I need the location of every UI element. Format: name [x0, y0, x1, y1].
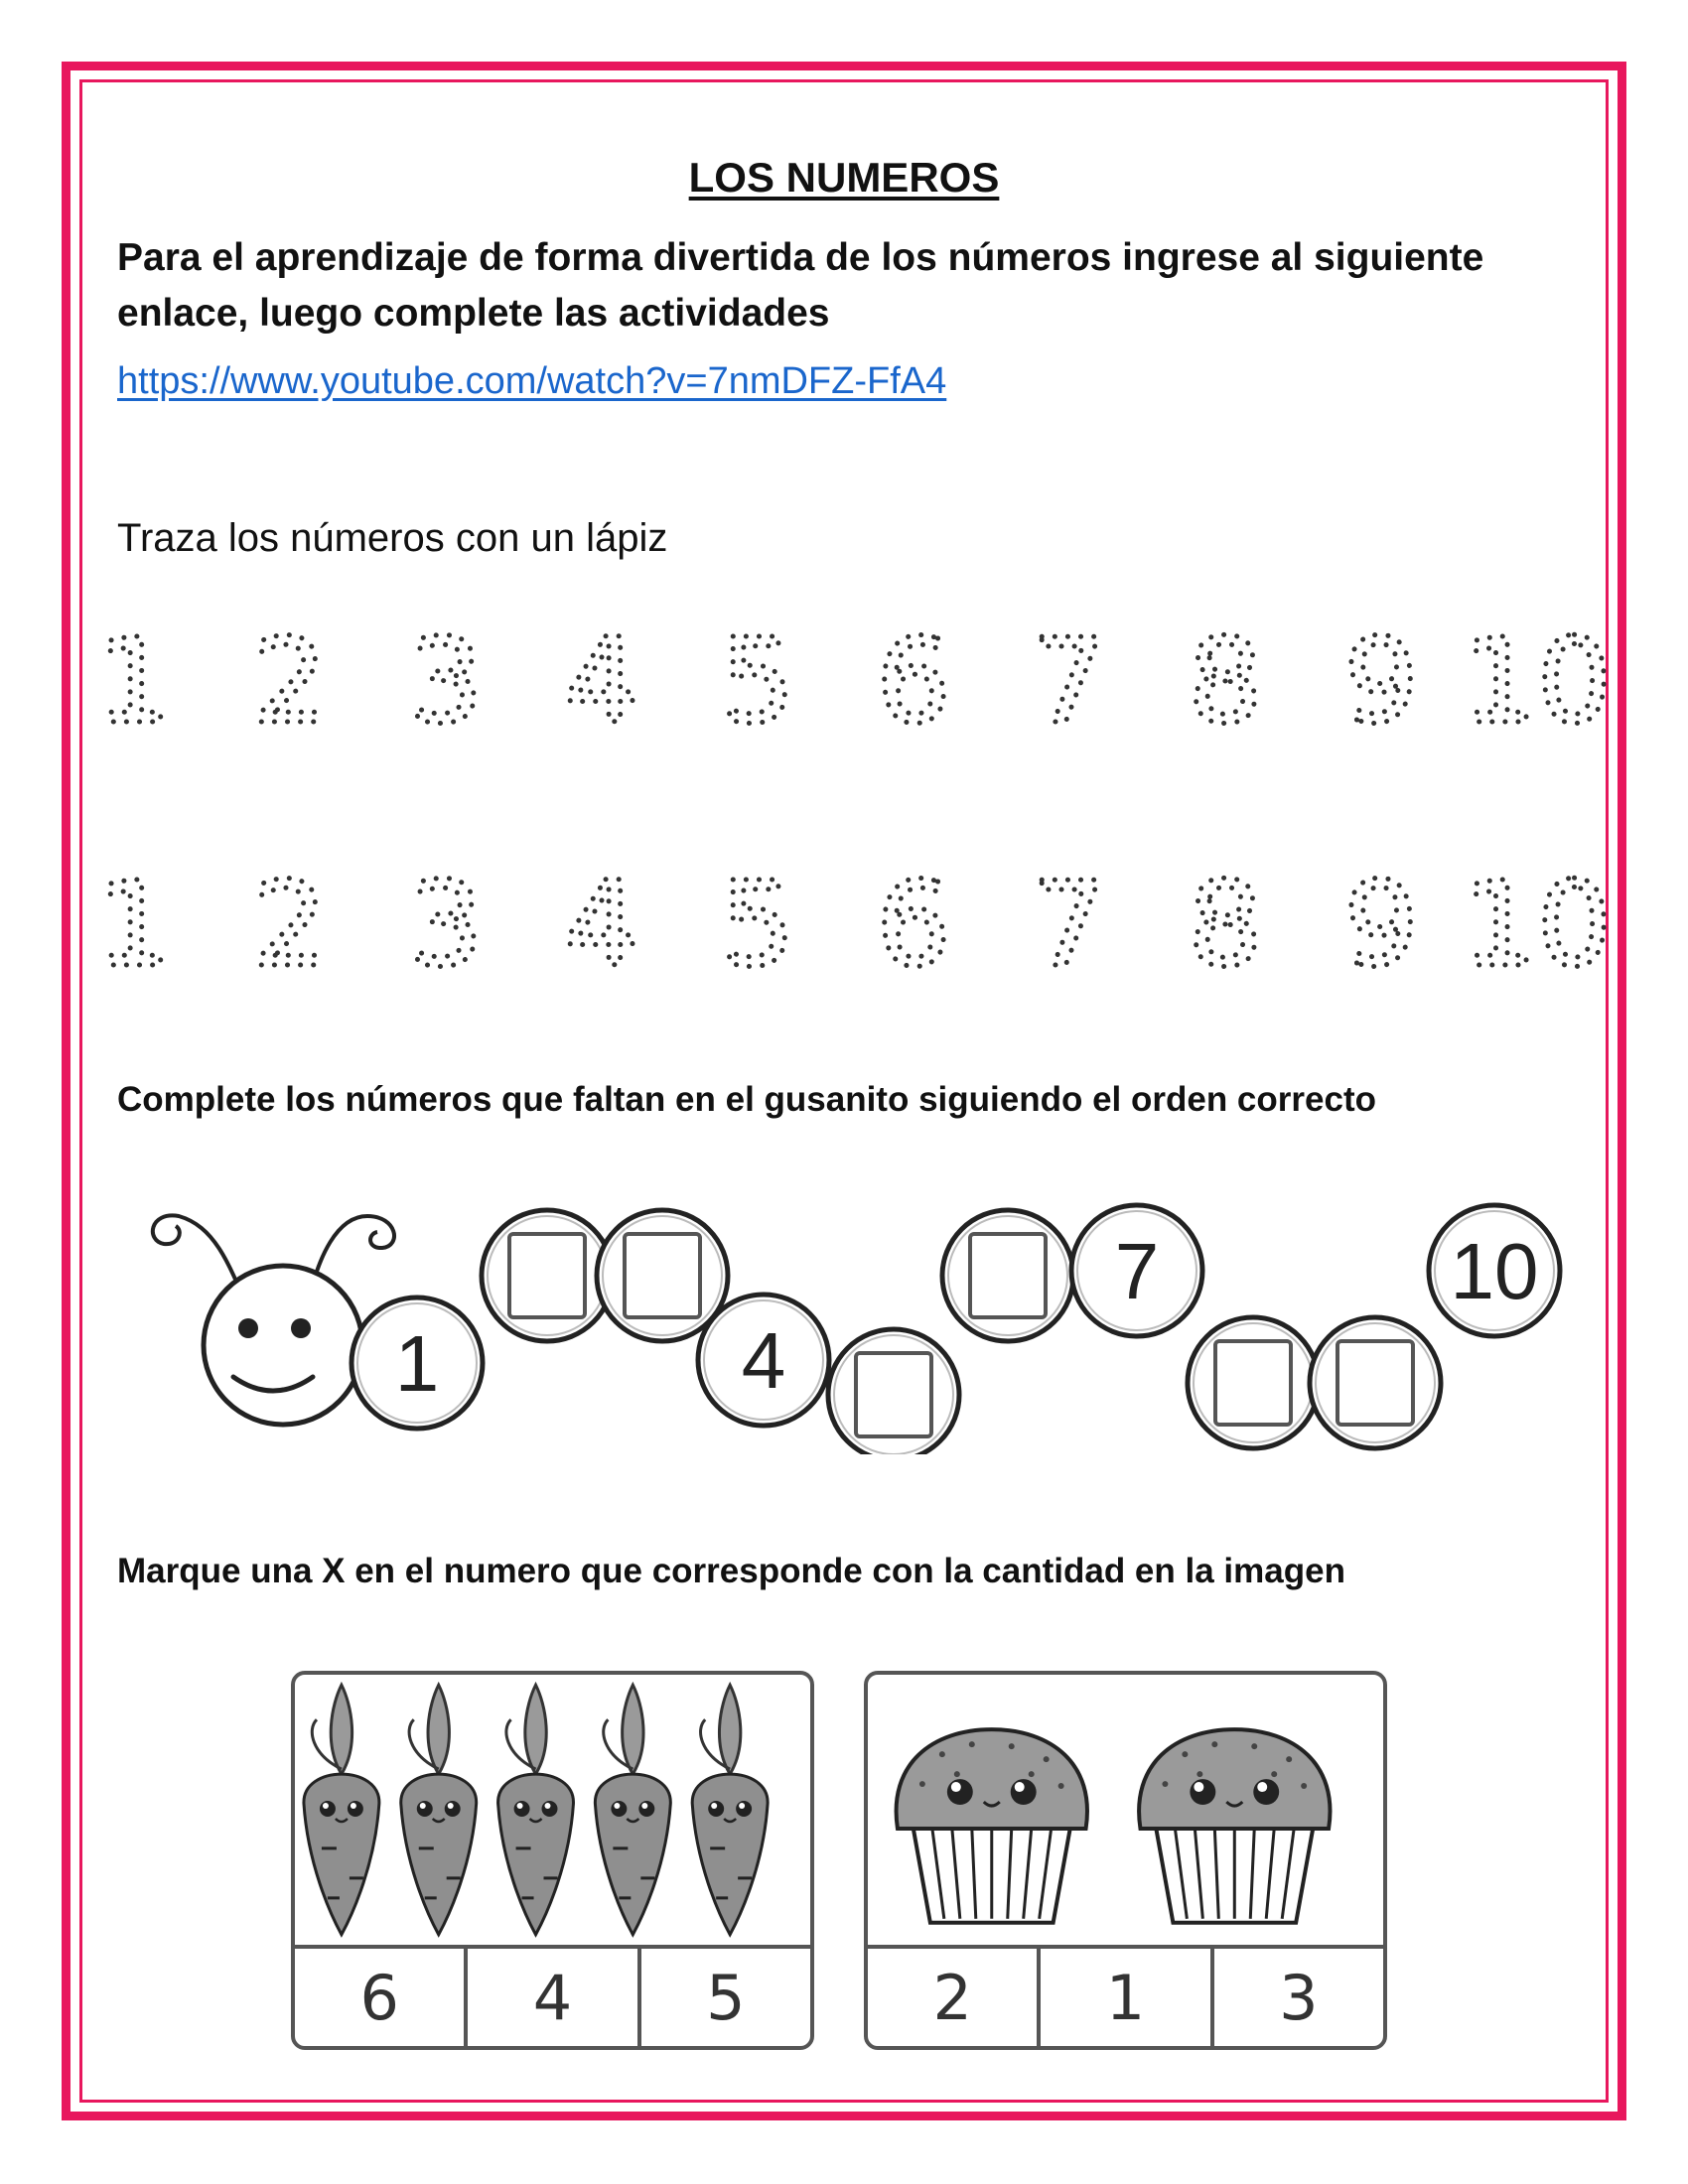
caterpillar-head — [204, 1266, 362, 1425]
answer-option[interactable]: 2 — [932, 1961, 972, 2034]
trace-number: 1 — [99, 613, 172, 740]
carrot-icon — [304, 1685, 379, 1935]
trace-number: 3 — [408, 613, 484, 740]
carrot-card — [291, 1671, 814, 2050]
segment-number: 7 — [1114, 1227, 1160, 1315]
answer-option[interactable]: 3 — [1210, 1949, 1383, 2046]
trace-number: 7 — [1032, 856, 1107, 983]
trace-number: 2 — [252, 856, 328, 983]
segment-number: 4 — [741, 1316, 786, 1405]
trace-number: 4 — [564, 613, 639, 740]
count-instruction: Marque una X en el numero que corresponde con la cantidad en la imagen — [117, 1552, 1345, 1590]
trace-number: 2 — [252, 613, 328, 740]
intro-text: Para el aprendizaje de forma divertida de los números ingrese al siguiente enlace, luego complete las actividades — [117, 236, 1484, 335]
caterpillar-illustration — [134, 1157, 1574, 1454]
trace-number: 1 — [99, 856, 172, 983]
trace-number: 10 — [1462, 613, 1609, 740]
trace-number: 10 — [1462, 856, 1609, 983]
caterpillar-instruction: Complete los números que faltan en el gusanito siguiendo el orden correcto — [117, 1080, 1376, 1119]
answer-box[interactable] — [1337, 1341, 1413, 1425]
answer-box[interactable] — [625, 1234, 700, 1317]
carrot-answers — [295, 1945, 810, 2046]
trace-number: 4 — [564, 856, 639, 983]
trace-number: 6 — [876, 613, 951, 740]
trace-number: 7 — [1032, 613, 1107, 740]
trace-number: 6 — [876, 856, 951, 983]
trace-number: 3 — [408, 856, 484, 983]
carrot-icon — [595, 1685, 670, 1935]
carrot-icon — [498, 1685, 574, 1935]
answer-option[interactable]: 6 — [359, 1961, 399, 2034]
worksheet-title: LOS NUMEROS — [688, 154, 1000, 201]
eye — [291, 1318, 311, 1338]
answer-box[interactable] — [1215, 1341, 1291, 1425]
trace-number: 9 — [1343, 856, 1419, 983]
trace-row-1 — [99, 611, 1609, 740]
muffin-pictures — [868, 1675, 1383, 1953]
muffin-icon — [1139, 1729, 1330, 1923]
trace-number: 5 — [720, 613, 795, 740]
trace-number: 8 — [1188, 613, 1263, 740]
trace-row-2 — [99, 854, 1609, 983]
trace-number: 9 — [1343, 613, 1419, 740]
carrot-icon — [401, 1685, 477, 1935]
muffin-answers — [868, 1945, 1383, 2046]
carrot-icon — [692, 1685, 768, 1935]
answer-box[interactable] — [856, 1353, 931, 1436]
trace-instruction: Traza los números con un lápiz — [117, 516, 668, 560]
segment-number: 1 — [394, 1319, 440, 1408]
muffin-card — [864, 1671, 1387, 2050]
answer-option[interactable]: 5 — [637, 1949, 810, 2046]
muffin-icon — [897, 1729, 1087, 1923]
answer-option[interactable]: 1 — [1037, 1949, 1209, 2046]
eye — [238, 1318, 258, 1338]
answer-box[interactable] — [970, 1234, 1046, 1317]
trace-number: 5 — [720, 856, 795, 983]
segment-number: 10 — [1450, 1227, 1539, 1315]
carrot-pictures — [295, 1675, 810, 1953]
trace-number: 8 — [1188, 856, 1263, 983]
answer-option[interactable]: 4 — [464, 1949, 636, 2046]
video-link[interactable]: https://www.youtube.com/watch?v=7nmDFZ-FfA4 — [117, 360, 947, 402]
answer-box[interactable] — [509, 1234, 585, 1317]
